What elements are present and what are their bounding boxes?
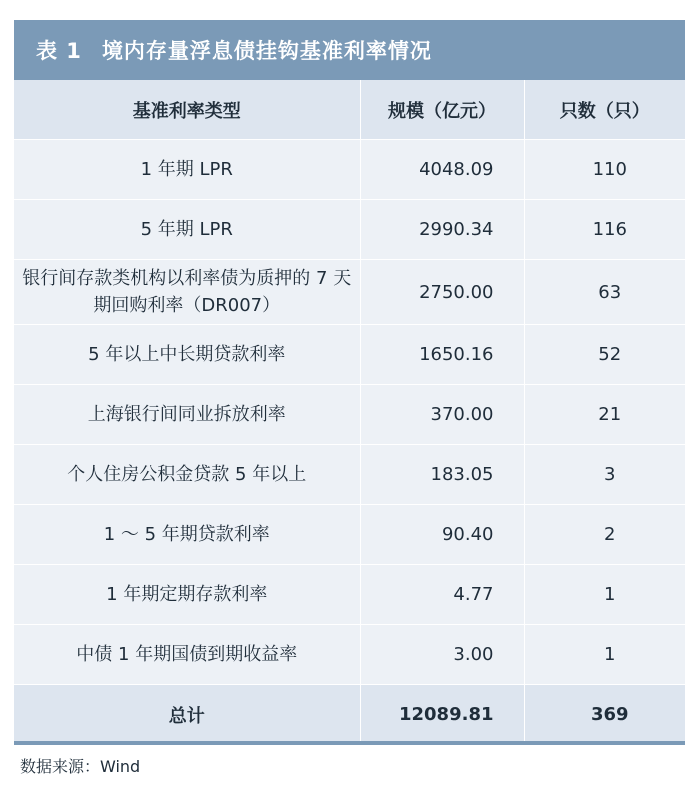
cell-scale: 2750.00 [360,260,524,325]
cell-rate-type: 上海银行间同业拆放利率 [14,385,360,445]
cell-count: 1 [524,625,685,685]
cell-count: 1 [524,565,685,625]
cell-scale: 183.05 [360,445,524,505]
table-row [14,385,685,445]
cell-rate-type: 银行间存款类机构以利率债为质押的 7 天期回购利率（DR007） [14,260,360,325]
table-row [14,325,685,385]
table-caption-number: 表 1 [36,39,82,63]
table-row [14,445,685,505]
cell-rate-type: 1 年期定期存款利率 [14,565,360,625]
total-scale: 12089.81 [360,685,524,745]
header-count: 只数（只） [524,80,685,140]
table-row [14,505,685,565]
cell-count: 52 [524,325,685,385]
total-count: 369 [524,685,685,745]
total-label: 总计 [14,685,360,745]
table-row [14,200,685,260]
table-header-row [14,80,685,140]
header-rate-type: 基准利率类型 [14,80,360,140]
cell-count: 116 [524,200,685,260]
table-caption [14,20,685,80]
cell-rate-type: 1 年期 LPR [14,140,360,200]
cell-rate-type: 个人住房公积金贷款 5 年以上 [14,445,360,505]
cell-rate-type: 5 年期 LPR [14,200,360,260]
cell-rate-type: 中债 1 年期国债到期收益率 [14,625,360,685]
cell-scale: 3.00 [360,625,524,685]
table-total-row [14,685,685,745]
table-row [14,565,685,625]
table-caption-text: 境内存量浮息债挂钩基准利率情况 [101,39,432,63]
cell-scale: 2990.34 [360,200,524,260]
header-scale: 规模（亿元） [360,80,524,140]
cell-rate-type: 5 年以上中长期贷款利率 [14,325,360,385]
cell-count: 21 [524,385,685,445]
cell-count: 3 [524,445,685,505]
table-row [14,625,685,685]
cell-count: 63 [524,260,685,325]
table-row [14,140,685,200]
table-bottom-rule [14,741,685,745]
cell-count: 110 [524,140,685,200]
data-source-note: 数据来源：Wind [20,757,141,776]
cell-rate-type: 1 ～ 5 年期贷款利率 [14,505,360,565]
table-row [14,260,685,325]
cell-scale: 1650.16 [360,325,524,385]
cell-scale: 4.77 [360,565,524,625]
cell-count: 2 [524,505,685,565]
cell-scale: 370.00 [360,385,524,445]
rate-table [14,80,685,744]
cell-scale: 90.40 [360,505,524,565]
cell-scale: 4048.09 [360,140,524,200]
